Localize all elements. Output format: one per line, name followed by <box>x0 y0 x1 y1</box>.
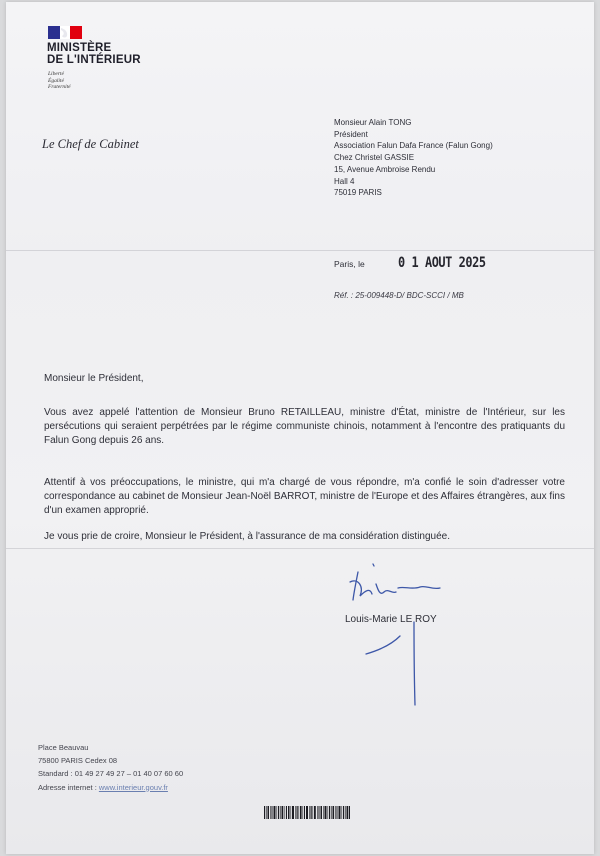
motto-egalite: Égalité <box>48 77 64 84</box>
website-link[interactable]: www.interieur.gouv.fr <box>98 782 168 792</box>
address-line: Chez Christel GASSIE <box>334 153 415 163</box>
marianne-flag-logo <box>48 26 82 39</box>
paper-fold-line <box>6 250 594 251</box>
footer-line: 75800 PARIS Cedex 08 <box>38 756 118 766</box>
recipient-address <box>334 117 493 199</box>
signatory-name: Louis-Marie LE ROY <box>345 614 437 625</box>
date-stamp: 0 1 AOUT 2025 <box>398 255 486 271</box>
ministry-name <box>47 42 141 66</box>
handwritten-signature <box>340 560 470 710</box>
body-paragraph-1: Vous avez appelé l'attention de Monsieur Bruno RETAILLEAU, ministre d'État, ministre de l'Intérieur, sur les persécutions qui seraient perpétrées par le régime communiste chinois, notamment à l'encontre des pratiquants du Falun Gong depuis 26 ans. <box>44 407 565 446</box>
body-paragraph-2: Attentif à vos préoccupations, le ministre, qui m'a chargé de vous répondre, m'a confié le soin d'adresser votre correspondance au cabinet de Monsieur Jean-Noël BARROT, ministre de l'Europe et des Affaires étrangères, aux fins d'un examen approprié. <box>44 477 565 516</box>
sender-title: Le Chef de Cabinet <box>42 137 139 151</box>
address-line: 15, Avenue Ambroise Rendu <box>334 164 436 174</box>
motto-liberte: Liberté <box>48 71 64 77</box>
address-line: Association Falun Dafa France (Falun Gong) <box>334 141 493 151</box>
ministry-name-line1: MINISTÈRE <box>47 42 112 54</box>
footer-phone: Standard : 01 49 27 49 27 – 01 40 07 60 60 <box>38 769 184 779</box>
address-line: Monsieur Alain TONG <box>334 118 412 127</box>
place-label: Paris, le <box>334 259 365 269</box>
republic-motto <box>48 71 71 91</box>
address-line: Président <box>334 129 368 139</box>
salutation: Monsieur le Président, <box>44 373 144 384</box>
motto-fraternite: Fraternité <box>48 84 71 90</box>
reference-number: Réf. : 25-009448-D/ BDC-SCCI / MB <box>334 291 464 300</box>
barcode <box>264 806 350 819</box>
closing-formula: Je vous prie de croire, Monsieur le Président, à l'assurance de ma considération distinguée. <box>44 531 451 542</box>
address-line: Hall 4 <box>334 176 355 186</box>
footer-website <box>38 781 183 794</box>
ministry-name-line2: DE L'INTÉRIEUR <box>47 54 141 66</box>
address-line: 75019 PARIS <box>334 188 382 198</box>
paper-fold-line <box>6 548 594 549</box>
footer-line: Place Beauvau <box>38 743 89 752</box>
footer-address <box>38 741 183 794</box>
website-label: Adresse internet : <box>38 782 99 792</box>
